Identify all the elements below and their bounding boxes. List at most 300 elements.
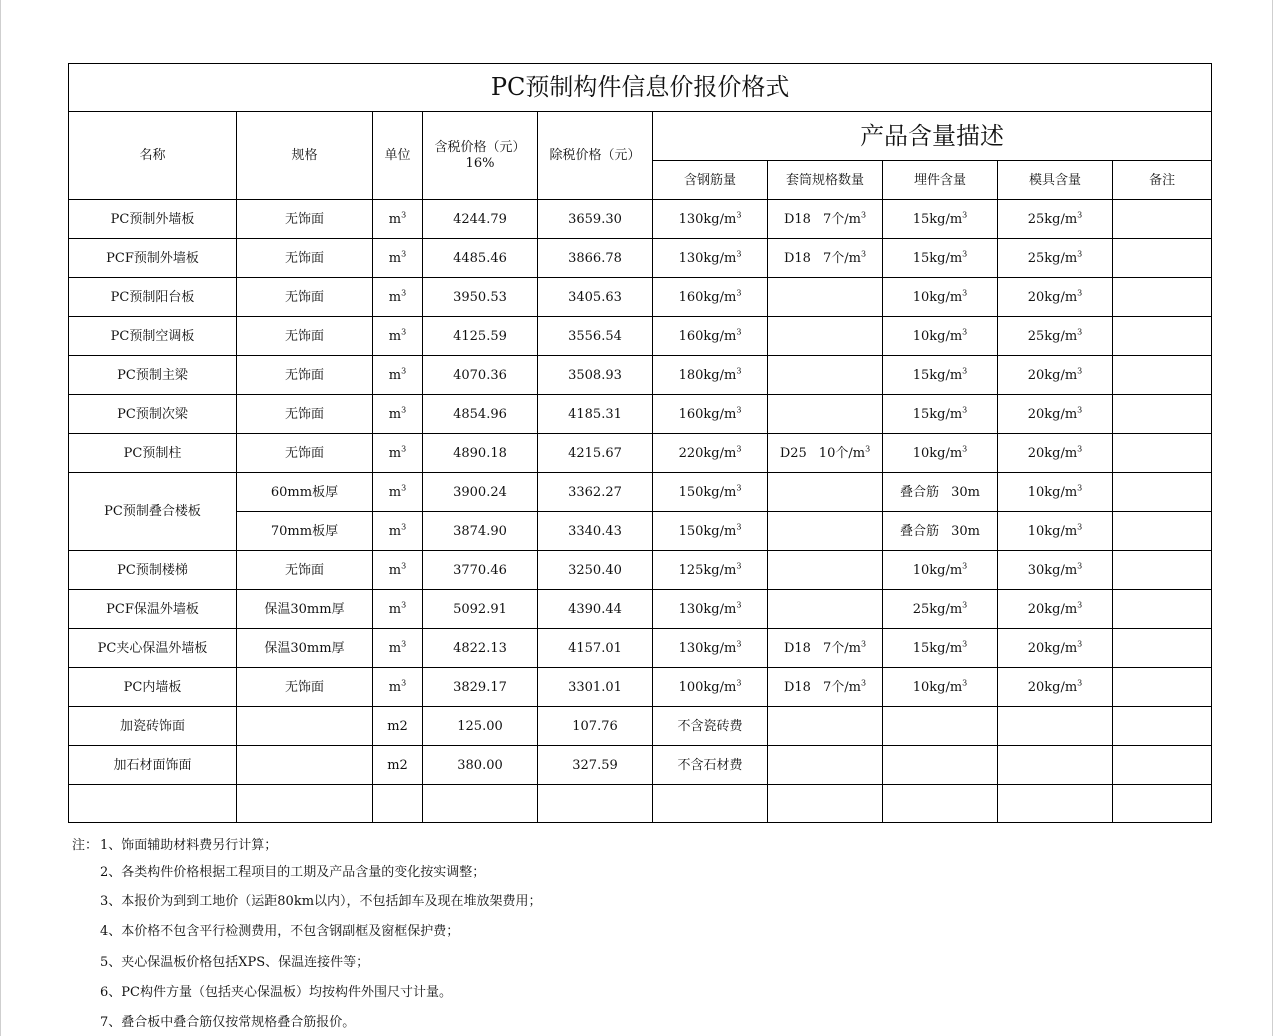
kg-unit: kg/m bbox=[703, 328, 737, 344]
cell-spec: 无饰面 bbox=[237, 356, 373, 395]
header-sleeve: 套筒规格数量 bbox=[768, 161, 883, 200]
cell-name: PC预制外墙板 bbox=[69, 200, 237, 239]
superscript-3: 3 bbox=[736, 405, 742, 415]
cell-name: PC预制阳台板 bbox=[69, 278, 237, 317]
cell-remark bbox=[1113, 707, 1212, 746]
superscript-3: 3 bbox=[401, 444, 407, 454]
cell-empty bbox=[69, 785, 237, 823]
cell-empty bbox=[373, 785, 423, 823]
embed-text: 叠合筋 bbox=[900, 484, 940, 500]
steel-value: 130 bbox=[678, 211, 704, 227]
cell-mold bbox=[998, 590, 1113, 629]
cell-embed bbox=[883, 356, 998, 395]
cell-tax-price: 4070.36 bbox=[423, 356, 538, 395]
table-row bbox=[69, 317, 1212, 356]
cell-unit bbox=[373, 590, 423, 629]
superscript-3: 3 bbox=[962, 366, 968, 376]
cell-mold bbox=[998, 551, 1113, 590]
cell-tax-price: 3874.90 bbox=[423, 512, 538, 551]
mold-value: 20 bbox=[1027, 601, 1045, 617]
cell-unit: m2 bbox=[373, 707, 423, 746]
note-item: 6、PC构件方量（包括夹心保温板）均按构件外围尺寸计量。 bbox=[100, 985, 452, 1000]
kg-unit: kg/m bbox=[1044, 367, 1078, 383]
cell-unit bbox=[373, 629, 423, 668]
superscript-3: 3 bbox=[1077, 522, 1083, 532]
cell-steel bbox=[653, 473, 768, 512]
cell-remark bbox=[1113, 317, 1212, 356]
header-name: 名称 bbox=[69, 112, 237, 200]
table-row bbox=[69, 434, 1212, 473]
superscript-3: 3 bbox=[736, 249, 742, 259]
sleeve-spec: D25 bbox=[779, 445, 807, 461]
kg-unit: kg/m bbox=[703, 445, 737, 461]
superscript-3: 3 bbox=[401, 639, 407, 649]
superscript-3: 3 bbox=[1077, 483, 1083, 493]
cell-net-price: 3340.43 bbox=[538, 512, 653, 551]
cell-unit bbox=[373, 434, 423, 473]
kg-unit: kg/m bbox=[929, 601, 963, 617]
header-spec: 规格 bbox=[237, 112, 373, 200]
cell-empty bbox=[653, 785, 768, 823]
cell-sleeve bbox=[768, 434, 883, 473]
count-unit: 个/m bbox=[831, 250, 861, 266]
kg-unit: kg/m bbox=[1044, 601, 1078, 617]
mold-value: 20 bbox=[1027, 406, 1045, 422]
unit-m3: m bbox=[388, 562, 402, 578]
cell-unit bbox=[373, 239, 423, 278]
kg-unit: kg/m bbox=[703, 406, 737, 422]
kg-unit: kg/m bbox=[929, 445, 963, 461]
superscript-3: 3 bbox=[1077, 405, 1083, 415]
note-item: 4、本价格不包含平行检测费用，不包含钢副框及窗框保护费； bbox=[100, 924, 460, 939]
table-row bbox=[69, 395, 1212, 434]
cell-embed bbox=[883, 551, 998, 590]
kg-unit: kg/m bbox=[1044, 523, 1078, 539]
embed-value: 10 bbox=[912, 328, 930, 344]
cell-empty bbox=[423, 785, 538, 823]
table-row bbox=[69, 551, 1212, 590]
superscript-3: 3 bbox=[736, 288, 742, 298]
cell-tax-price: 4822.13 bbox=[423, 629, 538, 668]
header-tax-price-label: 含税价格（元） bbox=[434, 139, 526, 155]
price-table bbox=[68, 63, 1212, 823]
cell-remark bbox=[1113, 590, 1212, 629]
table-row bbox=[69, 278, 1212, 317]
superscript-3: 3 bbox=[1077, 444, 1083, 454]
cell-sleeve bbox=[768, 668, 883, 707]
kg-unit: kg/m bbox=[703, 679, 737, 695]
cell-embed bbox=[883, 746, 998, 785]
cell-net-price: 4390.44 bbox=[538, 590, 653, 629]
superscript-3: 3 bbox=[1077, 249, 1083, 259]
cell-remark bbox=[1113, 239, 1212, 278]
sleeve-spec: D18 bbox=[783, 250, 811, 266]
table-row bbox=[69, 629, 1212, 668]
cell-remark bbox=[1113, 551, 1212, 590]
cell-name: PC预制柱 bbox=[69, 434, 237, 473]
kg-unit: kg/m bbox=[929, 406, 963, 422]
superscript-3: 3 bbox=[1077, 210, 1083, 220]
cell-empty bbox=[998, 785, 1113, 823]
kg-unit: kg/m bbox=[929, 679, 963, 695]
cell-remark bbox=[1113, 356, 1212, 395]
superscript-3: 3 bbox=[401, 327, 407, 337]
steel-value: 160 bbox=[678, 289, 704, 305]
header-net-price: 除税价格（元） bbox=[538, 112, 653, 200]
sleeve-spec: D18 bbox=[783, 640, 811, 656]
superscript-3: 3 bbox=[1077, 639, 1083, 649]
note-item: 2、各类构件价格根据工程项目的工期及产品含量的变化按实调整； bbox=[100, 865, 486, 880]
embed-text: 叠合筋 bbox=[900, 523, 940, 539]
cell-empty bbox=[538, 785, 653, 823]
table-title: PC预制构件信息价报价格式 bbox=[69, 64, 1212, 112]
mold-value: 30 bbox=[1027, 562, 1045, 578]
superscript-3: 3 bbox=[860, 678, 867, 688]
superscript-3: 3 bbox=[962, 249, 968, 259]
superscript-3: 3 bbox=[736, 327, 742, 337]
cell-sleeve bbox=[768, 551, 883, 590]
table-row bbox=[69, 239, 1212, 278]
cell-net-price: 3250.40 bbox=[538, 551, 653, 590]
cell-mold bbox=[998, 512, 1113, 551]
table-row bbox=[69, 356, 1212, 395]
cell-sleeve bbox=[768, 629, 883, 668]
cell-steel: 不含石材费 bbox=[653, 746, 768, 785]
cell-steel bbox=[653, 356, 768, 395]
mold-value: 10 bbox=[1027, 523, 1045, 539]
cell-name: PC内墙板 bbox=[69, 668, 237, 707]
sleeve-count: 7 bbox=[822, 679, 832, 695]
embed-value: 15 bbox=[912, 367, 930, 383]
cell-sleeve bbox=[768, 473, 883, 512]
cell-empty bbox=[1113, 785, 1212, 823]
embed-value: 10 bbox=[912, 289, 930, 305]
cell-empty bbox=[237, 785, 373, 823]
cell-steel bbox=[653, 278, 768, 317]
superscript-3: 3 bbox=[736, 600, 742, 610]
cell-tax-price: 3770.46 bbox=[423, 551, 538, 590]
cell-steel bbox=[653, 434, 768, 473]
cell-remark bbox=[1113, 200, 1212, 239]
superscript-3: 3 bbox=[1077, 561, 1083, 571]
cell-embed bbox=[883, 239, 998, 278]
cell-unit bbox=[373, 200, 423, 239]
unit-m3: m bbox=[388, 601, 402, 617]
cell-spec: 无饰面 bbox=[237, 278, 373, 317]
cell-steel bbox=[653, 629, 768, 668]
kg-unit: kg/m bbox=[929, 289, 963, 305]
note-item: 1、饰面辅助材料费另行计算； bbox=[100, 838, 278, 853]
embed-value: 15 bbox=[912, 250, 930, 266]
table-row bbox=[69, 746, 1212, 785]
cell-sleeve bbox=[768, 239, 883, 278]
superscript-3: 3 bbox=[962, 444, 968, 454]
cell-tax-price: 4485.46 bbox=[423, 239, 538, 278]
kg-unit: kg/m bbox=[929, 640, 963, 656]
kg-unit: kg/m bbox=[703, 523, 737, 539]
header-product-desc: 产品含量描述 bbox=[653, 112, 1212, 161]
cell-spec: 保温30mm厚 bbox=[237, 629, 373, 668]
cell-spec: 无饰面 bbox=[237, 395, 373, 434]
superscript-3: 3 bbox=[736, 639, 742, 649]
cell-mold bbox=[998, 707, 1113, 746]
kg-unit: kg/m bbox=[929, 211, 963, 227]
cell-net-price: 4185.31 bbox=[538, 395, 653, 434]
sleeve-count: 7 bbox=[822, 211, 832, 227]
kg-unit: kg/m bbox=[703, 484, 737, 500]
header-tax-price bbox=[423, 112, 538, 200]
cell-embed bbox=[883, 278, 998, 317]
cell-net-price: 3362.27 bbox=[538, 473, 653, 512]
superscript-3: 3 bbox=[962, 600, 968, 610]
superscript-3: 3 bbox=[962, 327, 968, 337]
mold-value: 10 bbox=[1027, 484, 1045, 500]
cell-name: PC预制楼梯 bbox=[69, 551, 237, 590]
cell-net-price: 3556.54 bbox=[538, 317, 653, 356]
cell-sleeve bbox=[768, 356, 883, 395]
superscript-3: 3 bbox=[962, 561, 968, 571]
steel-value: 130 bbox=[678, 601, 704, 617]
embed-value: 10 bbox=[912, 562, 930, 578]
count-unit: 个/m bbox=[831, 679, 861, 695]
kg-unit: kg/m bbox=[1044, 250, 1078, 266]
superscript-3: 3 bbox=[401, 561, 407, 571]
kg-unit: kg/m bbox=[929, 250, 963, 266]
cell-name: PC预制叠合楼板 bbox=[69, 473, 237, 551]
superscript-3: 3 bbox=[1077, 327, 1083, 337]
kg-unit: kg/m bbox=[703, 367, 737, 383]
cell-spec: 无饰面 bbox=[237, 317, 373, 356]
cell-net-price: 3405.63 bbox=[538, 278, 653, 317]
superscript-3: 3 bbox=[860, 210, 867, 220]
kg-unit: kg/m bbox=[1044, 484, 1078, 500]
superscript-3: 3 bbox=[401, 522, 407, 532]
cell-steel bbox=[653, 200, 768, 239]
cell-embed bbox=[883, 200, 998, 239]
cell-spec: 无饰面 bbox=[237, 434, 373, 473]
cell-embed bbox=[883, 317, 998, 356]
kg-unit: kg/m bbox=[1044, 328, 1078, 344]
note-item: 5、夹心保温板价格包括XPS、保温连接件等； bbox=[100, 955, 370, 970]
cell-sleeve bbox=[768, 746, 883, 785]
cell-spec: 无饰面 bbox=[237, 668, 373, 707]
steel-value: 160 bbox=[678, 406, 704, 422]
superscript-3: 3 bbox=[962, 405, 968, 415]
sleeve-count: 7 bbox=[822, 640, 832, 656]
superscript-3: 3 bbox=[736, 366, 742, 376]
cell-mold bbox=[998, 746, 1113, 785]
superscript-3: 3 bbox=[860, 639, 867, 649]
cell-net-price: 107.76 bbox=[538, 707, 653, 746]
cell-tax-price: 4854.96 bbox=[423, 395, 538, 434]
kg-unit: kg/m bbox=[1044, 679, 1078, 695]
header-remark: 备注 bbox=[1113, 161, 1212, 200]
cell-net-price: 3659.30 bbox=[538, 200, 653, 239]
cell-tax-price: 4125.59 bbox=[423, 317, 538, 356]
kg-unit: kg/m bbox=[1044, 562, 1078, 578]
superscript-3: 3 bbox=[865, 444, 871, 454]
superscript-3: 3 bbox=[736, 561, 742, 571]
cell-name: PCF保温外墙板 bbox=[69, 590, 237, 629]
steel-value: 100 bbox=[678, 679, 704, 695]
sleeve-spec: D18 bbox=[783, 679, 811, 695]
cell-tax-price: 4244.79 bbox=[423, 200, 538, 239]
cell-embed bbox=[883, 707, 998, 746]
cell-mold bbox=[998, 395, 1113, 434]
table-row bbox=[69, 707, 1212, 746]
cell-spec: 70mm板厚 bbox=[237, 512, 373, 551]
cell-unit bbox=[373, 317, 423, 356]
superscript-3: 3 bbox=[401, 249, 407, 259]
superscript-3: 3 bbox=[962, 678, 968, 688]
cell-remark bbox=[1113, 512, 1212, 551]
superscript-3: 3 bbox=[401, 405, 407, 415]
steel-value: 160 bbox=[678, 328, 704, 344]
cell-spec: 无饰面 bbox=[237, 200, 373, 239]
kg-unit: kg/m bbox=[1044, 640, 1078, 656]
cell-net-price: 4215.67 bbox=[538, 434, 653, 473]
cell-embed bbox=[883, 434, 998, 473]
steel-value: 150 bbox=[678, 523, 704, 539]
superscript-3: 3 bbox=[401, 483, 407, 493]
cell-embed bbox=[883, 629, 998, 668]
mold-value: 20 bbox=[1027, 445, 1045, 461]
cell-spec bbox=[237, 746, 373, 785]
cell-steel: 不含瓷砖费 bbox=[653, 707, 768, 746]
cell-steel bbox=[653, 317, 768, 356]
unit-m3: m bbox=[388, 484, 402, 500]
superscript-3: 3 bbox=[860, 249, 867, 259]
superscript-3: 3 bbox=[736, 678, 742, 688]
cell-unit: m2 bbox=[373, 746, 423, 785]
table-row bbox=[69, 473, 1212, 512]
cell-tax-price: 3900.24 bbox=[423, 473, 538, 512]
superscript-3: 3 bbox=[401, 600, 407, 610]
cell-embed bbox=[883, 395, 998, 434]
cell-net-price: 3866.78 bbox=[538, 239, 653, 278]
kg-unit: kg/m bbox=[1044, 289, 1078, 305]
unit-m3: m bbox=[388, 445, 402, 461]
cell-embed bbox=[883, 590, 998, 629]
header-tax-rate: 16% bbox=[465, 155, 495, 171]
cell-tax-price: 125.00 bbox=[423, 707, 538, 746]
cell-sleeve bbox=[768, 395, 883, 434]
kg-unit: kg/m bbox=[1044, 445, 1078, 461]
kg-unit: kg/m bbox=[703, 562, 737, 578]
unit-m3: m bbox=[388, 406, 402, 422]
kg-unit: kg/m bbox=[929, 562, 963, 578]
cell-mold bbox=[998, 239, 1113, 278]
embed-value: 15 bbox=[912, 640, 930, 656]
superscript-3: 3 bbox=[1077, 600, 1083, 610]
cell-remark bbox=[1113, 434, 1212, 473]
table-row bbox=[69, 200, 1212, 239]
cell-tax-price: 3829.17 bbox=[423, 668, 538, 707]
cell-remark bbox=[1113, 746, 1212, 785]
steel-value: 180 bbox=[678, 367, 704, 383]
unit-m3: m bbox=[388, 250, 402, 266]
superscript-3: 3 bbox=[962, 639, 968, 649]
cell-tax-price: 5092.91 bbox=[423, 590, 538, 629]
unit-m3: m bbox=[388, 523, 402, 539]
steel-value: 220 bbox=[678, 445, 704, 461]
kg-unit: kg/m bbox=[703, 250, 737, 266]
mold-value: 25 bbox=[1027, 211, 1045, 227]
cell-name: PCF预制外墙板 bbox=[69, 239, 237, 278]
cell-tax-price: 3950.53 bbox=[423, 278, 538, 317]
cell-spec bbox=[237, 707, 373, 746]
cell-sleeve bbox=[768, 200, 883, 239]
note-item: 7、叠合板中叠合筋仅按常规格叠合筋报价。 bbox=[100, 1015, 356, 1030]
kg-unit: kg/m bbox=[703, 640, 737, 656]
cell-spec: 无饰面 bbox=[237, 239, 373, 278]
cell-embed bbox=[883, 473, 998, 512]
kg-unit: kg/m bbox=[703, 601, 737, 617]
unit-m3: m bbox=[388, 367, 402, 383]
unit-m3: m bbox=[388, 328, 402, 344]
embed-value: 25 bbox=[912, 601, 930, 617]
cell-steel bbox=[653, 551, 768, 590]
cell-remark bbox=[1113, 473, 1212, 512]
header-steel: 含钢筋量 bbox=[653, 161, 768, 200]
cell-embed bbox=[883, 668, 998, 707]
cell-steel bbox=[653, 668, 768, 707]
sleeve-count: 10 bbox=[818, 445, 836, 461]
count-unit: 个/m bbox=[831, 211, 861, 227]
cell-unit bbox=[373, 668, 423, 707]
embed-length: 30m bbox=[951, 484, 980, 500]
superscript-3: 3 bbox=[1077, 366, 1083, 376]
cell-remark bbox=[1113, 668, 1212, 707]
cell-sleeve bbox=[768, 278, 883, 317]
cell-sleeve bbox=[768, 512, 883, 551]
cell-tax-price: 380.00 bbox=[423, 746, 538, 785]
header-mold: 模具含量 bbox=[998, 161, 1113, 200]
cell-spec: 无饰面 bbox=[237, 551, 373, 590]
cell-embed bbox=[883, 512, 998, 551]
cell-remark bbox=[1113, 278, 1212, 317]
steel-value: 130 bbox=[678, 640, 704, 656]
unit-m3: m bbox=[388, 679, 402, 695]
cell-mold bbox=[998, 200, 1113, 239]
embed-value: 15 bbox=[912, 211, 930, 227]
cell-net-price: 4157.01 bbox=[538, 629, 653, 668]
mold-value: 20 bbox=[1027, 640, 1045, 656]
cell-mold bbox=[998, 278, 1113, 317]
cell-net-price: 3508.93 bbox=[538, 356, 653, 395]
cell-spec: 60mm板厚 bbox=[237, 473, 373, 512]
cell-unit bbox=[373, 473, 423, 512]
cell-unit bbox=[373, 395, 423, 434]
superscript-3: 3 bbox=[736, 444, 742, 454]
cell-mold bbox=[998, 317, 1113, 356]
cell-empty bbox=[768, 785, 883, 823]
mold-value: 25 bbox=[1027, 250, 1045, 266]
cell-unit bbox=[373, 551, 423, 590]
cell-name: PC预制空调板 bbox=[69, 317, 237, 356]
cell-remark bbox=[1113, 629, 1212, 668]
superscript-3: 3 bbox=[736, 522, 742, 532]
cell-name: 加石材面饰面 bbox=[69, 746, 237, 785]
superscript-3: 3 bbox=[401, 288, 407, 298]
cell-mold bbox=[998, 668, 1113, 707]
table-row bbox=[69, 590, 1212, 629]
cell-unit bbox=[373, 356, 423, 395]
embed-value: 15 bbox=[912, 406, 930, 422]
kg-unit: kg/m bbox=[703, 211, 737, 227]
cell-steel bbox=[653, 590, 768, 629]
cell-sleeve bbox=[768, 707, 883, 746]
